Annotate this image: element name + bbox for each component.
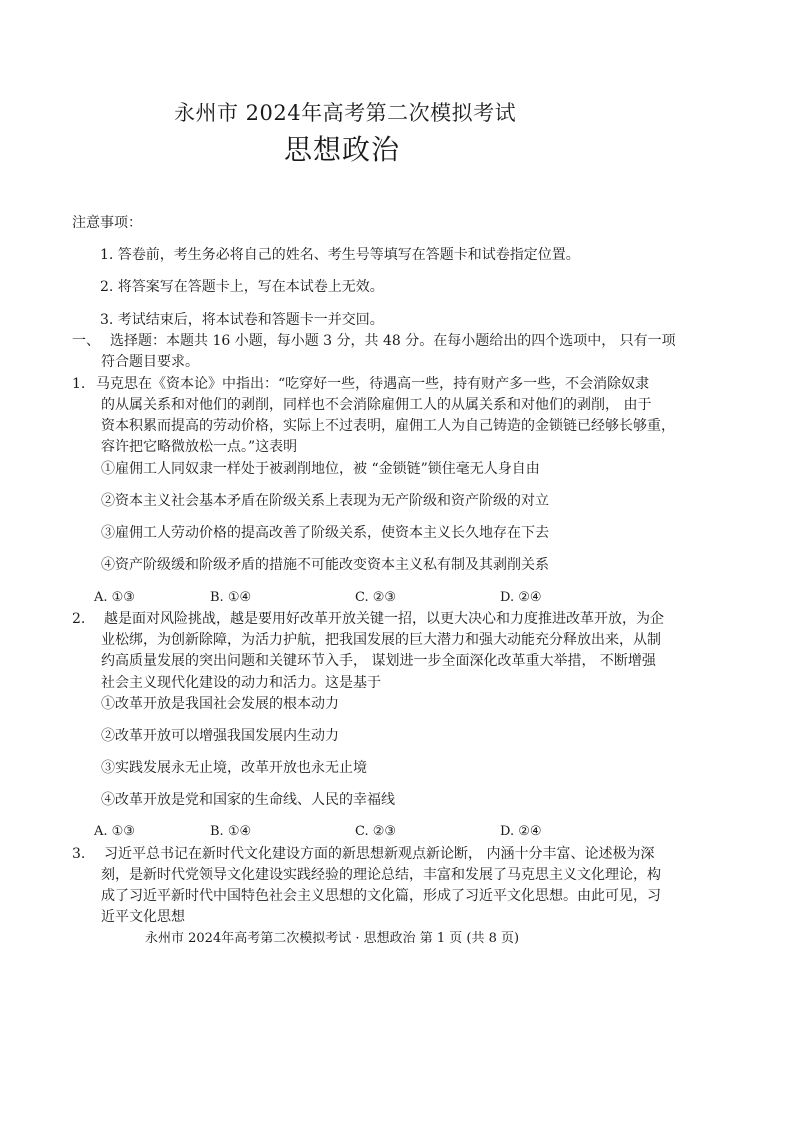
question-stem-line: 业松绑，为创新除障，为活力护航，把我国发展的巨大潜力和强大动能充分释放出来，从制 [101, 632, 661, 648]
section-instruction-line: 符合题目要求。 [101, 354, 199, 370]
notice-heading: 注意事项： [72, 215, 142, 231]
answer-option-b: B. ①④ [210, 590, 252, 605]
subject-title: 思想政治 [284, 133, 401, 166]
question-stem-line: 社会主义现代化建设的动力和活力。这是基于 [101, 675, 381, 691]
exam-title: 永州市 2024年高考第二次模拟考试 [174, 101, 517, 125]
question-stem-line: 越是面对风险挑战，越是要用好改革开放关键一招，以更大决心和力度推进改革开放，为企 [104, 611, 664, 627]
question-stem-line: 容许把它略微放松一点。”这表明 [101, 439, 298, 455]
statement: ①改革开放是我国社会发展的根本动力 [101, 696, 339, 712]
section-instruction-line: 选择题：本题共 16 小题，每小题 3 分，共 48 分。在每小题给出的四个选项中， 只有一项 [110, 333, 676, 349]
notice-item: 1. 答卷前，考生务必将自己的姓名、考生号等填写在答题卡和试卷指定位置。 [100, 247, 580, 263]
question-stem-line: 资本积累而提高的劳动价格，实际上不过表明，雇佣工人为自己铸造的金锁链已经够长够重， [101, 418, 675, 434]
statement: ④改革开放是党和国家的生命线、人民的幸福线 [101, 792, 395, 808]
notice-item: 3. 考试结束后，将本试卷和答题卡一并交回。 [100, 312, 384, 328]
question-stem-line: 成了习近平新时代中国特色社会主义思想的文化篇，形成了习近平文化思想。由此可见，习 [101, 888, 661, 904]
section-number: 一、 [72, 333, 100, 349]
answer-option-d: D. ②④ [500, 824, 542, 839]
statement: ③雇佣工人劳动价格的提高改善了阶级关系，使资本主义长久地存在下去 [101, 525, 549, 541]
question-stem-line: 习近平总书记在新时代文化建设方面的新思想新观点新论断， 内涵十分丰富、论述极为深 [104, 846, 655, 862]
answer-option-c: C. ②③ [355, 824, 397, 839]
question-stem-line: 刻，是新时代党领导文化建设实践经验的理论总结，丰富和发展了马克思主义文化理论，构 [101, 867, 661, 883]
notice-item: 2. 将答案写在答题卡上，写在本试卷上无效。 [100, 279, 384, 295]
statement: ③实践发展永无止境，改革开放也永无止境 [101, 760, 367, 776]
question-stem-line: 的从属关系和对他们的剥削，同样也不会消除雇佣工人的从属关系和对他们的剥削， 由于 [101, 397, 652, 413]
question-number: 3. [72, 846, 86, 862]
answer-option-d: D. ②④ [500, 590, 542, 605]
statement: ①雇佣工人同奴隶一样处于被剥削地位，被 “金锁链”锁住毫无人身自由 [101, 461, 540, 477]
question-stem-line: 约高质量发展的突出问题和关键环节入手， 谋划进一步全面深化改革重大举措， 不断增强 [101, 653, 656, 669]
page-footer: 永州市 2024年高考第二次模拟考试 · 思想政治 第 1 页 (共 8 页) [145, 931, 520, 946]
answer-option-b: B. ①④ [210, 824, 252, 839]
answer-option-a: A. ①③ [94, 590, 135, 605]
question-stem-line: 近平文化思想 [101, 909, 185, 925]
answer-option-a: A. ①③ [94, 824, 135, 839]
question-number: 2. [72, 611, 86, 627]
statement: ④资产阶级缓和阶级矛盾的措施不可能改变资本主义私有制及其剥削关系 [101, 557, 549, 573]
statement: ②改革开放可以增强我国发展内生动力 [101, 728, 339, 744]
question-number: 1. [72, 376, 86, 392]
question-stem-line: 马克思在《资本论》中指出：“吃穿好一些，待遇高一些，持有财产多一些，不会消除奴隶 [96, 376, 650, 392]
statement: ②资本主义社会基本矛盾在阶级关系上表现为无产阶级和资产阶级的对立 [101, 493, 549, 509]
answer-option-c: C. ②③ [355, 590, 397, 605]
